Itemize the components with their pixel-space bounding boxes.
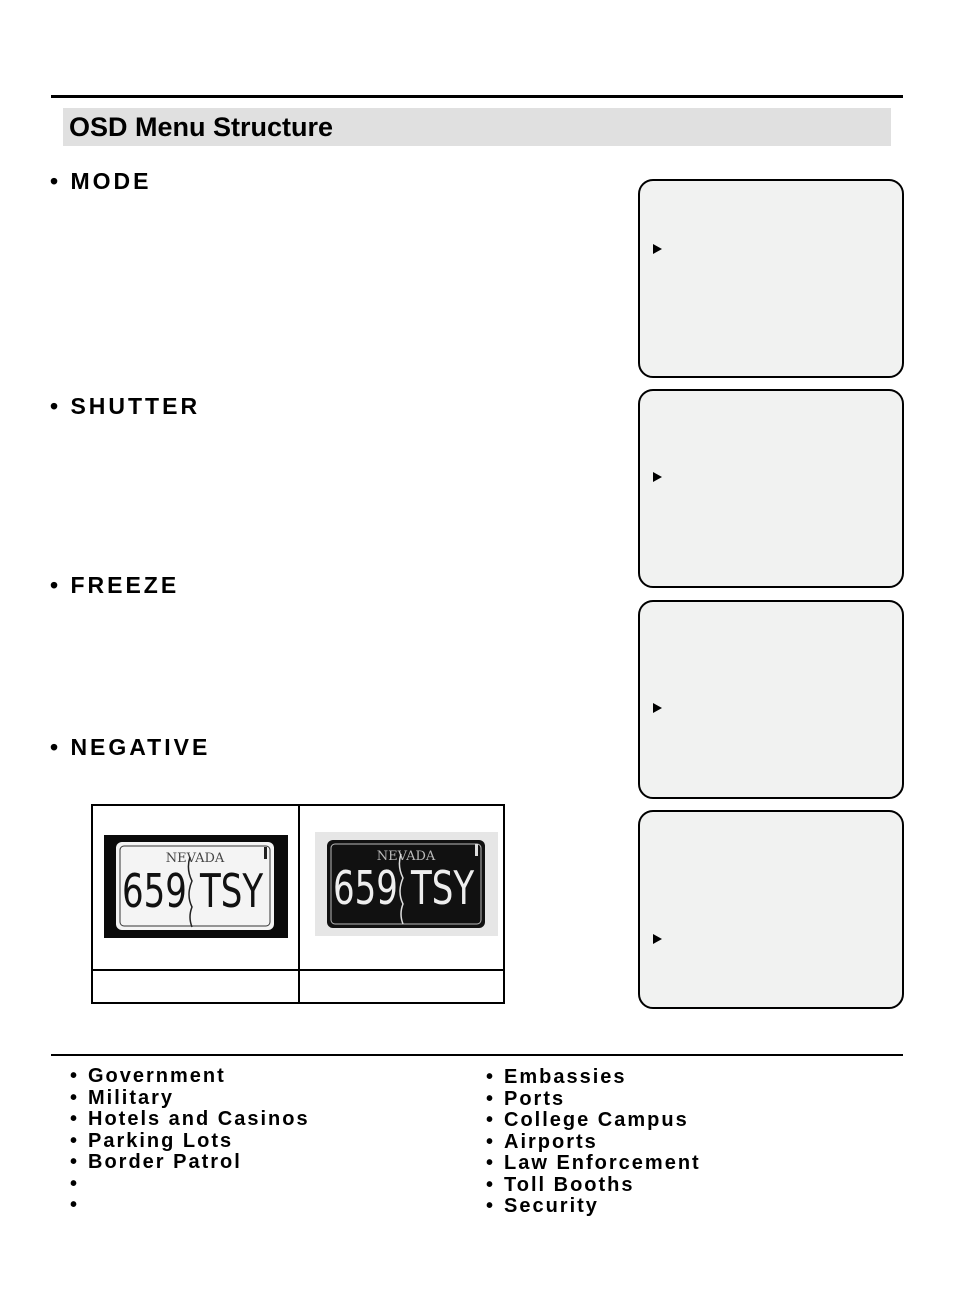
plate-number-text: 659 [333,860,398,916]
list-item-text: Military [88,1086,175,1109]
list-item-text: Security [504,1195,599,1217]
list-item-text: Parking Lots [88,1129,234,1152]
list-item-text: Hotels and Casinos [88,1108,310,1130]
section-heading-mode: • MODE [50,168,152,194]
plate-letters-text: TSY [411,860,475,916]
list-item: • College Campus [486,1109,689,1131]
osd-screen-shutter [638,389,904,588]
section-heading-shutter: • SHUTTER [50,393,201,419]
license-plate-normal-image [104,835,288,938]
list-item: • [70,1172,80,1195]
list-item: • Parking Lots [70,1129,234,1152]
list-item: • Embassies [486,1066,627,1088]
list-item: • Airports [486,1130,598,1153]
license-plate-negative [315,832,498,941]
page-title: OSD Menu Structure [63,108,891,146]
list-item: • Ports [486,1087,566,1110]
list-item: • Government [70,1065,226,1087]
list-item: • Security [486,1195,599,1217]
list-item: • Law Enforcement [486,1152,701,1174]
plate-number-text: 659 [122,863,187,919]
list-item: • Military [70,1086,175,1109]
normal-label-cell [93,971,298,1004]
section-heading-freeze: • FREEZE [50,572,180,598]
list-item-text: Law Enforcement [504,1152,701,1174]
list-item-text: Government [88,1065,226,1087]
osd-screen-freeze [638,600,904,799]
list-item: • Toll Booths [486,1173,635,1196]
negative-comparison-table [91,804,505,1004]
list-item-text: Embassies [504,1066,627,1088]
osd-screen-mode [638,179,904,378]
negative-label-cell [300,971,505,1004]
selection-arrow-icon [653,703,662,713]
list-item-text: Ports [504,1087,566,1110]
plate-letters-text: TSY [200,863,264,919]
selection-arrow-icon [653,934,662,944]
license-plate-normal [104,835,288,943]
applications-list-left [70,1066,310,1217]
list-item-text: Toll Booths [504,1173,635,1196]
plate-state-text: NEVADA [165,851,225,866]
list-item-text: Airports [504,1130,598,1153]
bottom-rule [51,1054,903,1056]
applications-list-right [486,1067,701,1218]
section-heading-negative: • NEGATIVE [50,734,211,760]
list-item: • Border Patrol [70,1151,242,1173]
selection-arrow-icon [653,472,662,482]
selection-arrow-icon [653,244,662,254]
license-plate-negative-image [315,832,498,936]
osd-screen-negative [638,810,904,1009]
plate-state-text: NEVADA [376,849,436,864]
list-item-text: College Campus [504,1109,689,1131]
list-item: • Hotels and Casinos [70,1108,310,1130]
list-item: • [70,1194,80,1216]
top-rule [51,95,903,98]
list-item-text: Border Patrol [88,1151,242,1173]
